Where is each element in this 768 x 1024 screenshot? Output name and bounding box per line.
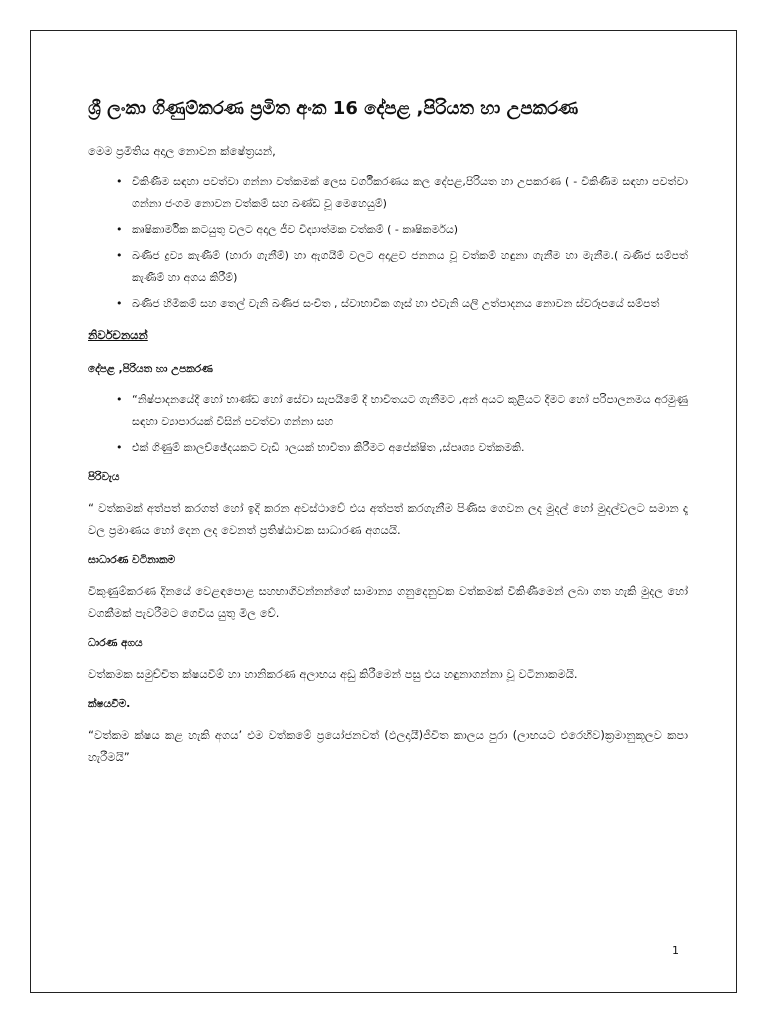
fair-value-definition: විකුණුම්කරණ දිනයේ වෙළඳපොළ සහභාගිවන්නන්ගේ සාමාන්‍ය ගනුදෙනුවක වත්කමක් විකිණීමෙන් ලබා ගත හැකි මුදල හෝ වගකීමක් පැවරීමට ගෙවිය යුතු මිල වේ. — [88, 584, 688, 620]
depreciation-heading: ක්ෂයවීම. — [88, 698, 131, 710]
depreciation-definition: “වත්කම ක්ෂය කළ හැකි අගය’ එම වත්කමේ ප්‍රයෝජනවත් (ඵලදායී)ජීවිත කාලය පුරා (ලාභයට එරෙහිව)ක්‍රමානුකූලව කපා හැරීමයි” — [88, 728, 688, 764]
scope-item — [88, 171, 688, 215]
document-body — [88, 96, 688, 777]
scope-item — [88, 293, 688, 315]
ppe-definition-item — [88, 389, 688, 433]
fair-value-heading: සාධාරණ වටිනාකම — [88, 554, 176, 566]
bullet-icon: • — [116, 393, 123, 406]
page-number: 1 — [672, 944, 679, 957]
carrying-amount-heading: ධාරණ අගය — [88, 637, 143, 649]
bullet-icon: • — [116, 175, 123, 188]
scope-item-text: ඛණිජ හිමිකම් සහ තෙල් වැනි ඛණිජ සංචිත , ස්වාභාවික ගෑස් හා එවැනි යලි උත්පාදනය නොවන ස්වරූපයේ සම්පත් — [132, 297, 660, 310]
ppe-definition-item — [88, 437, 688, 459]
bullet-icon: • — [116, 249, 123, 262]
scope-item-text: ඛණිජ ද්‍රව්‍ය කැණීම් (හාරා ගැනීම්) හා ඇගයීම් වලට අදාළව ජනනය වූ වත්කම් හඳුනා ගැනීම හා මැනීම.( ඛණිජ සම්පත් කැණීම් හා අගය කිරීම්) — [132, 249, 688, 284]
scope-item-text: විකිණීම සඳහා පවත්වා ගන්නා වත්කමක් ලෙස වර්ගීකරණය කල දේපළ,පිරියත හා උපකරණ ( - විකිණීම සඳහා පවත්වා ගන්නා ජංගම නොවන වත්කම් සහ ඛණ්ඩ වූ මෙහෙයුම්) — [132, 175, 688, 210]
ppe-definition-list — [88, 389, 688, 459]
bullet-icon: • — [116, 297, 123, 310]
ppe-definition-text: එක් ගිණුම් කාලච්ඡේදයකට වැඩි ාලයක් භාවිතා කිරීමට අපේක්ෂිත ,ස්පෘශ්‍ය වත්කමකි. — [132, 441, 525, 454]
bullet-icon: • — [116, 441, 123, 454]
carrying-amount-definition: වත්කමක සමුච්චිත ක්ෂයවීම් හා හානිකරණ අලාභය අඩු කිරීමෙන් පසු එය හඳුනාගන්නා වූ වටිනාකමයි. — [88, 667, 578, 681]
intro-text: මෙම ප්‍රමිතිය අදාල නොවන ක්ෂේත්‍රයන්, — [88, 144, 276, 158]
ppe-definition-text: “නිෂ්පාදනයේදී හෝ භාණ්ඩ හෝ සේවා සැපයීමේ දී භාවිතයට ගැනීමට ,අන් අයට කුළියට දීමට හෝ පරිපාලනමය අරමුණු සඳහා ව්‍යාපාරයක් විසින් පවත්වා ගන්නා සහ — [132, 393, 688, 428]
scope-item — [88, 245, 688, 289]
document-title: ශ්‍රී ලංකා ගිණුම්කරණ ප්‍රමිත අංක 16 දේපළ ,පිරියත හා උපකරණ — [88, 98, 579, 119]
scope-list — [88, 171, 688, 315]
cost-definition: “ වත්කමක් අත්පත් කරගත් හෝ ඉදි කරන අවස්ථාවේ එය අත්පත් කරගැනීම පිණිස ගෙවන ලද මුදල් හෝ මුදල්වලට සමාන දෑ වල ප්‍රමාණය හෝ දෙන ලද වෙනත් ප්‍රතිෂ්ඨාවක සාධාරණ අගයයි. — [88, 501, 688, 537]
definitions-heading: නිර්වචනයන් — [88, 328, 148, 342]
ppe-heading: දේපළ ,පිරියත හා උපකරණ — [88, 363, 213, 375]
scope-item-text: කෘෂිකාර්මික කටයුතු වලට අදාල ජීව විද්‍යාත්මක වත්කම් ( - කෘෂිකර්මය) — [132, 223, 459, 236]
bullet-icon: • — [116, 223, 123, 236]
scope-item — [88, 219, 688, 241]
cost-heading: පිරිවැය — [88, 471, 120, 483]
